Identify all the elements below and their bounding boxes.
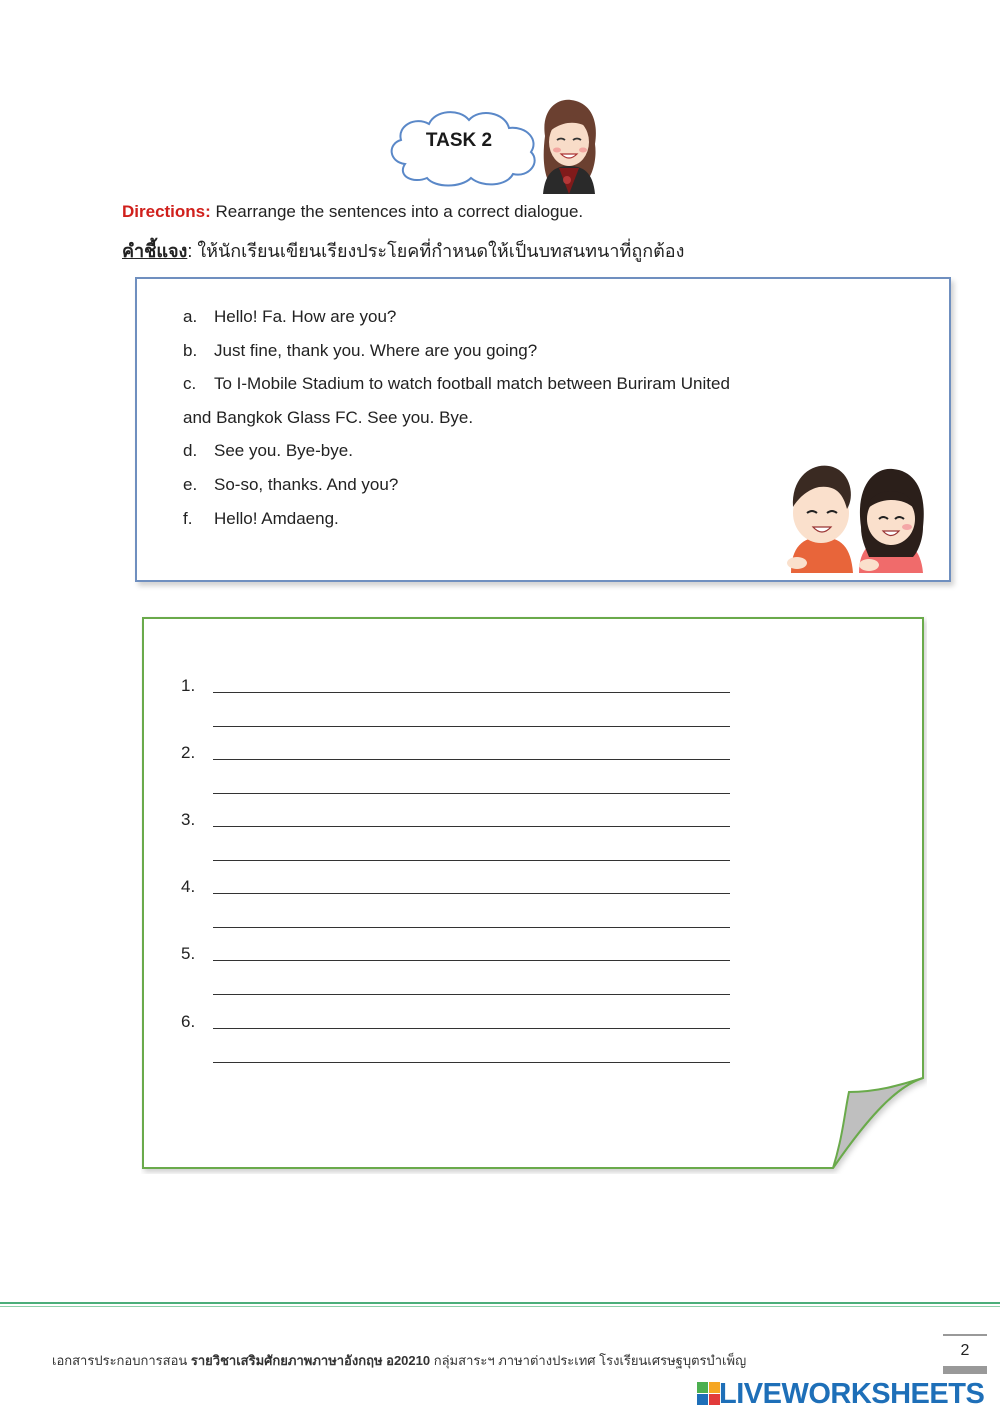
sentence-text: So-so, thanks. And you?: [214, 475, 399, 494]
answer-row-4: [181, 877, 741, 907]
sentence-letter: b.: [183, 341, 198, 360]
sentence-letter: a.: [183, 307, 198, 326]
footer-rule-thin: [0, 1306, 1000, 1307]
footer-prefix: เอกสารประกอบการสอน: [52, 1353, 191, 1368]
sentence-letter: c.: [183, 374, 197, 393]
sentence-c-continued: [183, 408, 473, 428]
footer-course: รายวิชาเสริมศักยภาพภาษาอังกฤษ อ20210: [190, 1353, 431, 1368]
answer-line[interactable]: [213, 860, 730, 861]
sentence-letter: d.: [183, 441, 198, 460]
sentence-text: Hello! Amdaeng.: [214, 509, 339, 528]
task-header: [383, 96, 613, 196]
sentence-text: To I-Mobile Stadium to watch football match between Buriram United: [214, 374, 730, 393]
answer-line[interactable]: [213, 726, 730, 727]
sentence-text: Hello! Fa. How are you?: [214, 307, 397, 326]
answer-line[interactable]: [213, 759, 730, 760]
answer-line[interactable]: [213, 893, 730, 894]
directions-label: Directions:: [122, 202, 211, 221]
sentence-a: [183, 307, 396, 327]
answer-line[interactable]: [213, 1062, 730, 1063]
answer-line[interactable]: [213, 994, 730, 995]
answer-row-2: [181, 743, 741, 773]
answer-line[interactable]: [213, 826, 730, 827]
answer-number: 1.: [181, 676, 196, 695]
answer-number: 2.: [181, 743, 196, 762]
answer-row-3: [181, 810, 741, 840]
thai-directions-label: คำชี้แจง: [122, 241, 188, 261]
answer-line[interactable]: [213, 793, 730, 794]
footer-text: [52, 1350, 746, 1371]
answer-line[interactable]: [213, 960, 730, 961]
sentence-c: [183, 374, 730, 394]
directions: [122, 202, 583, 222]
sentence-letter: e.: [183, 475, 198, 494]
sentence-b: [183, 341, 537, 361]
thai-directions-text: : ให้นักเรียนเขียนเรียงประโยคที่กำหนดให้เป็นบทสนทนาที่ถูกต้อง: [187, 241, 685, 261]
sentence-e: [183, 475, 398, 495]
sentence-box: [135, 277, 951, 582]
girl-avatar-icon: [535, 96, 601, 194]
answer-sheet: [141, 616, 927, 1174]
sentence-text: Just fine, thank you. Where are you going?: [214, 341, 538, 360]
answer-line[interactable]: [213, 927, 730, 928]
answer-number: 4.: [181, 877, 196, 896]
sentence-letter: f.: [183, 509, 193, 528]
answer-row-1: [181, 676, 741, 706]
answer-number: 6.: [181, 1012, 196, 1031]
answer-number: 3.: [181, 810, 196, 829]
footer-rule: [0, 1302, 1000, 1304]
answer-number: 5.: [181, 944, 196, 963]
liveworksheets-blocks-icon: [697, 1382, 721, 1406]
footer-suffix: กลุ่มสาระฯ ภาษาต่างประเทศ โรงเรียนเศรษฐบุตรบำเพ็ญ: [430, 1353, 747, 1368]
thai-directions: [122, 236, 684, 265]
task-title: TASK 2: [425, 130, 493, 151]
kids-illustration-icon: [785, 457, 930, 575]
sentence-text: See you. Bye-bye.: [214, 441, 353, 460]
page-number: 2: [943, 1334, 987, 1370]
sentence-text: and Bangkok Glass FC. See you. Bye.: [183, 408, 474, 427]
sentence-f: [183, 509, 339, 529]
page-number-bar: [943, 1366, 987, 1374]
sentence-d: [183, 441, 353, 461]
directions-text: Rearrange the sentences into a correct dialogue.: [210, 202, 584, 221]
answer-line[interactable]: [213, 692, 730, 693]
answer-row-6: [181, 1012, 741, 1042]
liveworksheets-brand-text: LIVEWORKSHEETS: [719, 1378, 985, 1410]
answer-line[interactable]: [213, 1028, 730, 1029]
answer-row-5: [181, 944, 741, 974]
